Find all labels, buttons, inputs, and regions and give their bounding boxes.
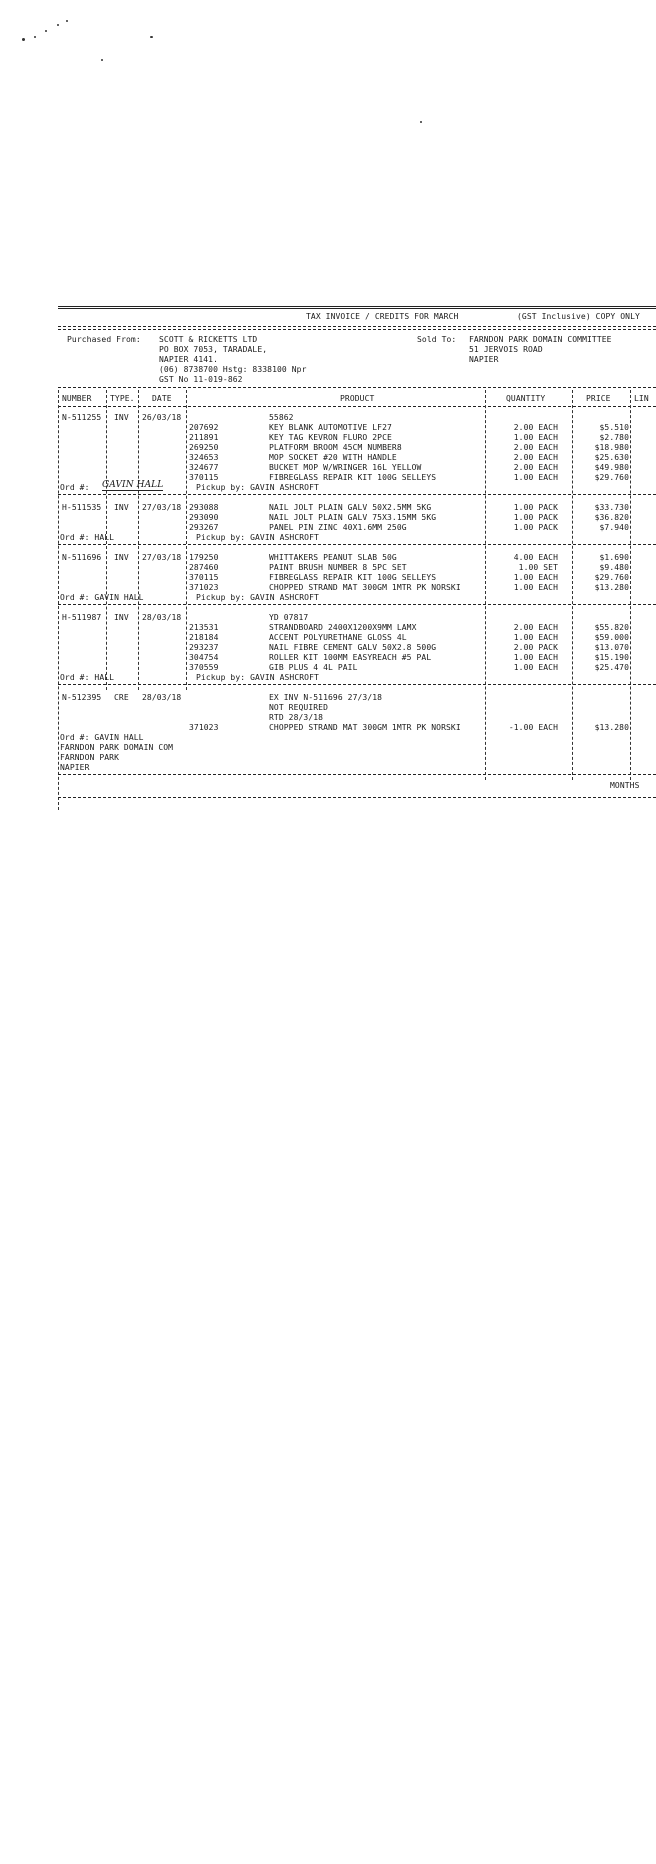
- line-product: FIBREGLASS REPAIR KIT 100G SELLEYS: [269, 573, 437, 582]
- order-ref: Ord #: GAVIN HALL: [60, 733, 144, 742]
- line-price: $15.190: [594, 653, 629, 662]
- line-product: EX INV N-511696 27/3/18: [269, 693, 383, 702]
- invoice-type: INV: [114, 413, 129, 422]
- order-ref: Ord #: HALL: [60, 673, 115, 682]
- line-price: $25.470: [594, 663, 629, 672]
- col-quantity: QUANTITY: [506, 394, 546, 403]
- line-product: ROLLER KIT 100MM EASYREACH #5 PAL: [269, 653, 432, 662]
- supplier-line: SCOTT & RICKETTS LTD: [159, 335, 258, 344]
- divider: [58, 387, 656, 388]
- col-price: PRICE: [586, 394, 611, 403]
- line-qty: 1.00 EACH: [513, 573, 558, 582]
- invoice-type: CRE: [114, 693, 129, 702]
- col-rule: [572, 390, 573, 780]
- line-code: 371023: [189, 723, 219, 732]
- scan-speck: [45, 30, 47, 32]
- line-price: $33.730: [594, 503, 629, 512]
- customer-line: NAPIER: [469, 355, 499, 364]
- line-code: 293090: [189, 513, 219, 522]
- line-code: 304754: [189, 653, 219, 662]
- line-code: 370559: [189, 663, 219, 672]
- line-price: $18.980: [594, 443, 629, 452]
- line-price: $7.940: [599, 523, 629, 532]
- customer-ref: FARNDON PARK DOMAIN COM: [60, 743, 174, 752]
- customer-line: FARNDON PARK DOMAIN COMMITTEE: [469, 335, 612, 344]
- invoice-sheet: [58, 300, 656, 810]
- line-qty: 1.00 EACH: [513, 473, 558, 482]
- line-price: $5.510: [599, 423, 629, 432]
- scan-speck: [420, 121, 422, 123]
- pickup-by: Pickup by: GAVIN ASHCROFT: [196, 533, 319, 542]
- line-code: 293088: [189, 503, 219, 512]
- line-qty: 2.00 EACH: [513, 443, 558, 452]
- invoice-date: 27/03/18: [142, 553, 182, 562]
- line-product: PLATFORM BROOM 45CM NUMBER8: [269, 443, 402, 452]
- line-product: NAIL FIBRE CEMENT GALV 50X2.8 500G: [269, 643, 437, 652]
- order-ref: Ord #:: [60, 483, 90, 492]
- col-number: NUMBER: [62, 394, 92, 403]
- divider: [58, 604, 656, 605]
- line-code: 324677: [189, 463, 219, 472]
- invoice-number: N-512395: [62, 693, 102, 702]
- bottom-border: [58, 797, 656, 798]
- line-code: 293267: [189, 523, 219, 532]
- supplier-line: NAPIER 4141.: [159, 355, 218, 364]
- line-product: PANEL PIN ZINC 40X1.6MM 250G: [269, 523, 407, 532]
- invoice-number: N-511696: [62, 553, 102, 562]
- line-product: WHITTAKERS PEANUT SLAB 50G: [269, 553, 397, 562]
- top-border: [58, 306, 656, 309]
- line-product: MOP SOCKET #20 WITH HANDLE: [269, 453, 397, 462]
- line-qty: 2.00 EACH: [513, 453, 558, 462]
- line-product: BUCKET MOP W/WRINGER 16L YELLOW: [269, 463, 422, 472]
- invoice-date: 27/03/18: [142, 503, 182, 512]
- line-price: $13.070: [594, 643, 629, 652]
- line-product: NAIL JOLT PLAIN GALV 50X2.5MM 5KG: [269, 503, 432, 512]
- line-product: PAINT BRUSH NUMBER 8 5PC SET: [269, 563, 407, 572]
- scan-speck: [101, 59, 103, 61]
- divider: [58, 406, 656, 407]
- line-qty: 1.00 SET: [518, 563, 558, 572]
- pickup-by: Pickup by: GAVIN ASHCROFT: [196, 593, 319, 602]
- line-qty: 1.00 EACH: [513, 583, 558, 592]
- line-qty: 2.00 PACK: [513, 643, 558, 652]
- line-qty: 1.00 PACK: [513, 523, 558, 532]
- line-product: CHOPPED STRAND MAT 300GM 1MTR PK NORSKI: [269, 723, 461, 732]
- invoice-type: INV: [114, 503, 129, 512]
- line-product: FIBREGLASS REPAIR KIT 100G SELLEYS: [269, 473, 437, 482]
- scan-speck: [57, 24, 59, 26]
- footer-months: MONTHS: [610, 781, 640, 790]
- line-product: NAIL JOLT PLAIN GALV 75X3.15MM 5KG: [269, 513, 437, 522]
- line-code: 287460: [189, 563, 219, 572]
- invoice-number: H-511987: [62, 613, 102, 622]
- invoice-date: 28/03/18: [142, 693, 182, 702]
- divider: [58, 544, 656, 545]
- line-price: $9.480: [599, 563, 629, 572]
- line-product: KEY BLANK AUTOMOTIVE LF27: [269, 423, 392, 432]
- line-qty: 1.00 PACK: [513, 513, 558, 522]
- line-price: $36.820: [594, 513, 629, 522]
- col-rule: [58, 390, 59, 810]
- line-price: $59.000: [594, 633, 629, 642]
- invoice-type: INV: [114, 613, 129, 622]
- purchased-from-label: Purchased From:: [67, 335, 141, 344]
- line-code: 324653: [189, 453, 219, 462]
- scan-speck: [34, 36, 36, 38]
- line-code: 207692: [189, 423, 219, 432]
- line-qty: 4.00 EACH: [513, 553, 558, 562]
- pickup-by: Pickup by: GAVIN ASHCROFT: [196, 673, 319, 682]
- scan-speck: [150, 36, 153, 38]
- line-qty: 1.00 EACH: [513, 633, 558, 642]
- invoice-title: TAX INVOICE / CREDITS FOR MARCH: [306, 312, 459, 321]
- invoice-number: N-511255: [62, 413, 102, 422]
- line-code: 179250: [189, 553, 219, 562]
- line-code: 211891: [189, 433, 219, 442]
- line-code: 218184: [189, 633, 219, 642]
- line-product: KEY TAG KEVRON FLURO 2PCE: [269, 433, 392, 442]
- divider: [58, 774, 656, 775]
- line-price: $2.780: [599, 433, 629, 442]
- line-qty: 1.00 PACK: [513, 503, 558, 512]
- col-rule: [485, 390, 486, 780]
- line-qty: 2.00 EACH: [513, 423, 558, 432]
- pickup-by: Pickup by: GAVIN ASHCROFT: [196, 483, 319, 492]
- line-price: $29.760: [594, 473, 629, 482]
- line-price: $25.630: [594, 453, 629, 462]
- divider: [58, 494, 656, 495]
- col-rule: [186, 390, 187, 690]
- supplier-line: (06) 8738700 Hstg: 8338100 Npr: [159, 365, 307, 374]
- col-lin: LIN: [634, 394, 649, 403]
- supplier-line: GST No 11-019-862: [159, 375, 243, 384]
- line-product: CHOPPED STRAND MAT 300GM 1MTR PK NORSKI: [269, 583, 461, 592]
- line-product: YD 07817: [269, 613, 309, 622]
- supplier-line: PO BOX 7053, TARADALE,: [159, 345, 268, 354]
- line-product: STRANDBOARD 2400X1200X9MM LAMX: [269, 623, 417, 632]
- divider: [58, 326, 656, 327]
- invoice-type: INV: [114, 553, 129, 562]
- line-qty: 1.00 EACH: [513, 433, 558, 442]
- scan-speck: [22, 38, 25, 41]
- col-product: PRODUCT: [340, 394, 375, 403]
- order-ref: Ord #: GAVIN HALL: [60, 593, 144, 602]
- line-qty: 1.00 EACH: [513, 663, 558, 672]
- line-code: 370115: [189, 473, 219, 482]
- divider: [58, 684, 656, 685]
- customer-ref: NAPIER: [60, 763, 90, 772]
- line-price: $13.280: [594, 723, 629, 732]
- order-ref: Ord #: HALL: [60, 533, 115, 542]
- scan-speck: [66, 20, 68, 22]
- line-code: 293237: [189, 643, 219, 652]
- line-product: NOT REQUIRED: [269, 703, 328, 712]
- line-price: $13.280: [594, 583, 629, 592]
- customer-line: 51 JERVOIS ROAD: [469, 345, 543, 354]
- line-price: $1.690: [599, 553, 629, 562]
- line-price: $49.980: [594, 463, 629, 472]
- line-code: 371023: [189, 583, 219, 592]
- handwritten-name: GAVIN HALL: [102, 480, 164, 490]
- customer-ref: FARNDON PARK: [60, 753, 119, 762]
- line-product: ACCENT POLYURETHANE GLOSS 4L: [269, 633, 407, 642]
- line-product: RTD 28/3/18: [269, 713, 324, 722]
- line-code: 370115: [189, 573, 219, 582]
- line-qty: 2.00 EACH: [513, 623, 558, 632]
- invoice-date: 28/03/18: [142, 613, 182, 622]
- line-product: 55862: [269, 413, 294, 422]
- line-code: 269250: [189, 443, 219, 452]
- col-rule: [630, 390, 631, 780]
- invoice-date: 26/03/18: [142, 413, 182, 422]
- invoice-number: H-511535: [62, 503, 102, 512]
- col-rule: [138, 390, 139, 690]
- sold-to-label: Sold To:: [417, 335, 457, 344]
- gst-note: (GST Inclusive) COPY ONLY: [517, 312, 640, 321]
- line-qty: 2.00 EACH: [513, 463, 558, 472]
- col-type: TYPE.: [110, 394, 135, 403]
- line-product: GIB PLUS 4 4L PAIL: [269, 663, 358, 672]
- divider: [58, 329, 656, 330]
- line-qty: -1.00 EACH: [508, 723, 558, 732]
- line-code: 213531: [189, 623, 219, 632]
- line-qty: 1.00 EACH: [513, 653, 558, 662]
- col-date: DATE: [152, 394, 172, 403]
- line-price: $55.820: [594, 623, 629, 632]
- line-price: $29.760: [594, 573, 629, 582]
